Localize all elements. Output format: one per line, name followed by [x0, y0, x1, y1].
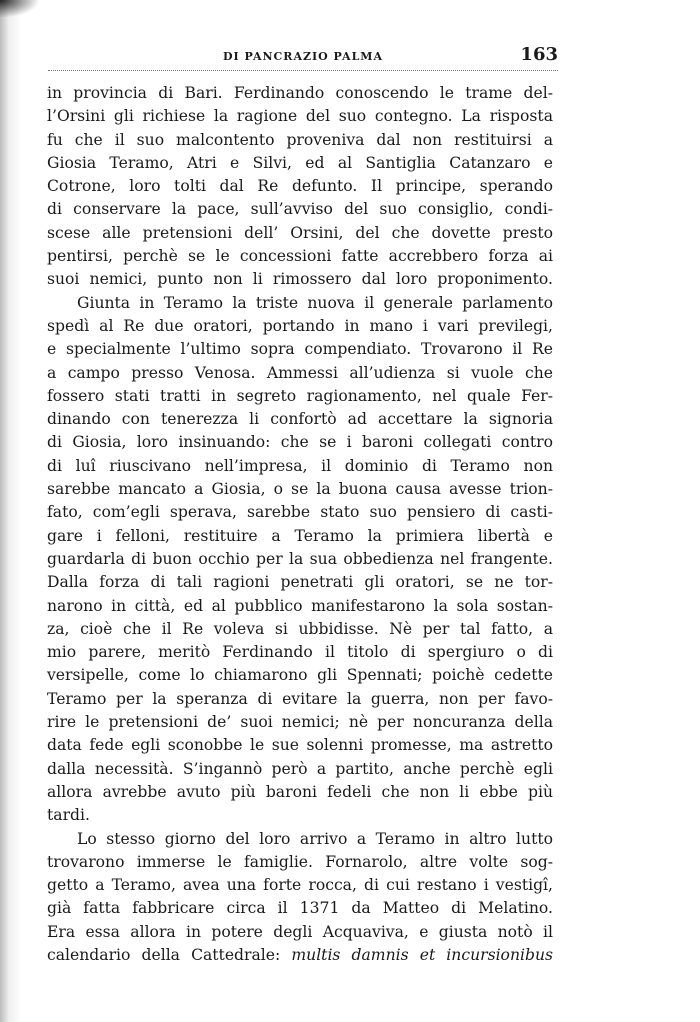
text-line: versipelle, come lo chiamarono gli Spennati; poichè cedette — [47, 666, 553, 685]
text-line: Lo stesso giorno del loro arrivo a Teramo in altro lutto — [77, 829, 553, 848]
corner-shadow — [0, 0, 40, 18]
text-line: spedì al Re due oratori, portando in mano i vari previlegi, — [47, 316, 553, 335]
header-rule — [48, 70, 558, 71]
text-line: narono in città, ed al pubblico manifestarono la sola sostan- — [47, 596, 553, 615]
body-text — [47, 82, 553, 967]
text-line: sarebbe mancato a Giosia, o se la buona causa avesse trion- — [47, 480, 553, 499]
text-line: guardarla di buon occhio per la sua obbedienza nel frangente. — [47, 549, 553, 568]
text-line: scese alle pretensioni dell’ Orsini, del che dovette presto — [47, 223, 553, 242]
text-line: fossero stati tratti in segreto ragionamento, nel quale Fer- — [47, 386, 553, 405]
text-line: in provincia di Bari. Ferdinando conoscendo le trame del- — [47, 84, 553, 102]
text-line: l’Orsini gli richiese la ragione del suo contegno. La risposta — [47, 107, 553, 126]
text-line: allora avrebbe avuto più baroni fedeli che non li ebbe più — [47, 782, 553, 801]
text-line: Cotrone, loro tolti dal Re defunto. Il principe, sperando — [47, 177, 553, 196]
text-line: Teramo per la speranza di evitare la guerra, non per favo- — [47, 689, 553, 708]
text-line: a campo presso Venosa. Ammessi all’udienza si vuole che — [47, 363, 553, 382]
text-line: già fatta fabbricare circa il 1371 da Matteo di Melatino. — [47, 899, 553, 918]
text-line: di Giosia, loro insinuando: che se i baroni collegati contro — [47, 433, 553, 452]
roman-text: calendario della Cattedrale: — [47, 945, 292, 964]
text-line: di luî riuscivano nell’impresa, il dominio di Teramo non — [47, 456, 553, 475]
text-line: Giunta in Teramo la triste nuova il generale parlamento — [77, 293, 553, 312]
text-line: suoi nemici, punto non li rimossero dal loro proponimento. — [47, 270, 553, 289]
text-line: mio parere, meritò Ferdinando il titolo di spergiuro o di — [47, 643, 553, 662]
running-head — [48, 44, 558, 70]
text-line: trovarono immerse le famiglie. Fornarolo, altre volte sog- — [47, 852, 553, 871]
text-line: getto a Teramo, avea una forte rocca, di cui restano i vestigî, — [47, 876, 553, 895]
text-line: fu che il suo malcontento proveniva dal non restituirsi a — [47, 130, 553, 149]
running-title: DI PANCRAZIO PALMA — [222, 50, 384, 63]
page-edge-shadow — [0, 0, 22, 1022]
text-line: Era essa allora in potere degli Acquaviva, e giusta notò il — [47, 922, 553, 941]
text-line-final — [47, 944, 553, 967]
text-line: pentirsi, perchè se le concessioni fatte accrebbero forza ai — [47, 247, 553, 266]
text-line: di conservare la pace, sull’avviso del suo consiglio, condi- — [47, 200, 553, 219]
text-line: e specialmente l’ultimo sopra compendiato. Trovarono il Re — [47, 340, 553, 359]
text-line: dalla necessità. S’ingannò però a partito, anche perchè egli — [47, 759, 553, 778]
text-line: Giosia Teramo, Atri e Silvi, ed al Santiglia Catanzaro e — [47, 153, 553, 172]
text-line: rire le pretensioni de’ suoi nemici; nè per noncuranza della — [47, 713, 553, 732]
text-line: fato, com’egli sperava, sarebbe stato suo pensiero di casti- — [47, 503, 553, 522]
latin-quote: multis damnis et incursionibus — [291, 945, 553, 964]
page-number: 163 — [520, 44, 558, 65]
text-line: gare i felloni, restituire a Teramo la primiera libertà e — [47, 526, 553, 545]
text-line: tardi. — [47, 806, 90, 825]
text-line: Dalla forza di tali ragioni penetrati gli oratori, se ne tor- — [47, 573, 553, 592]
text-line: data fede egli sconobbe le sue solenni promesse, ma astretto — [47, 736, 553, 755]
text-line: za, cioè che il Re voleva si ubbidisse. Nè per tal fatto, a — [47, 619, 553, 638]
text-line: dinando con tenerezza li confortò ad accettare la signoria — [47, 410, 553, 429]
